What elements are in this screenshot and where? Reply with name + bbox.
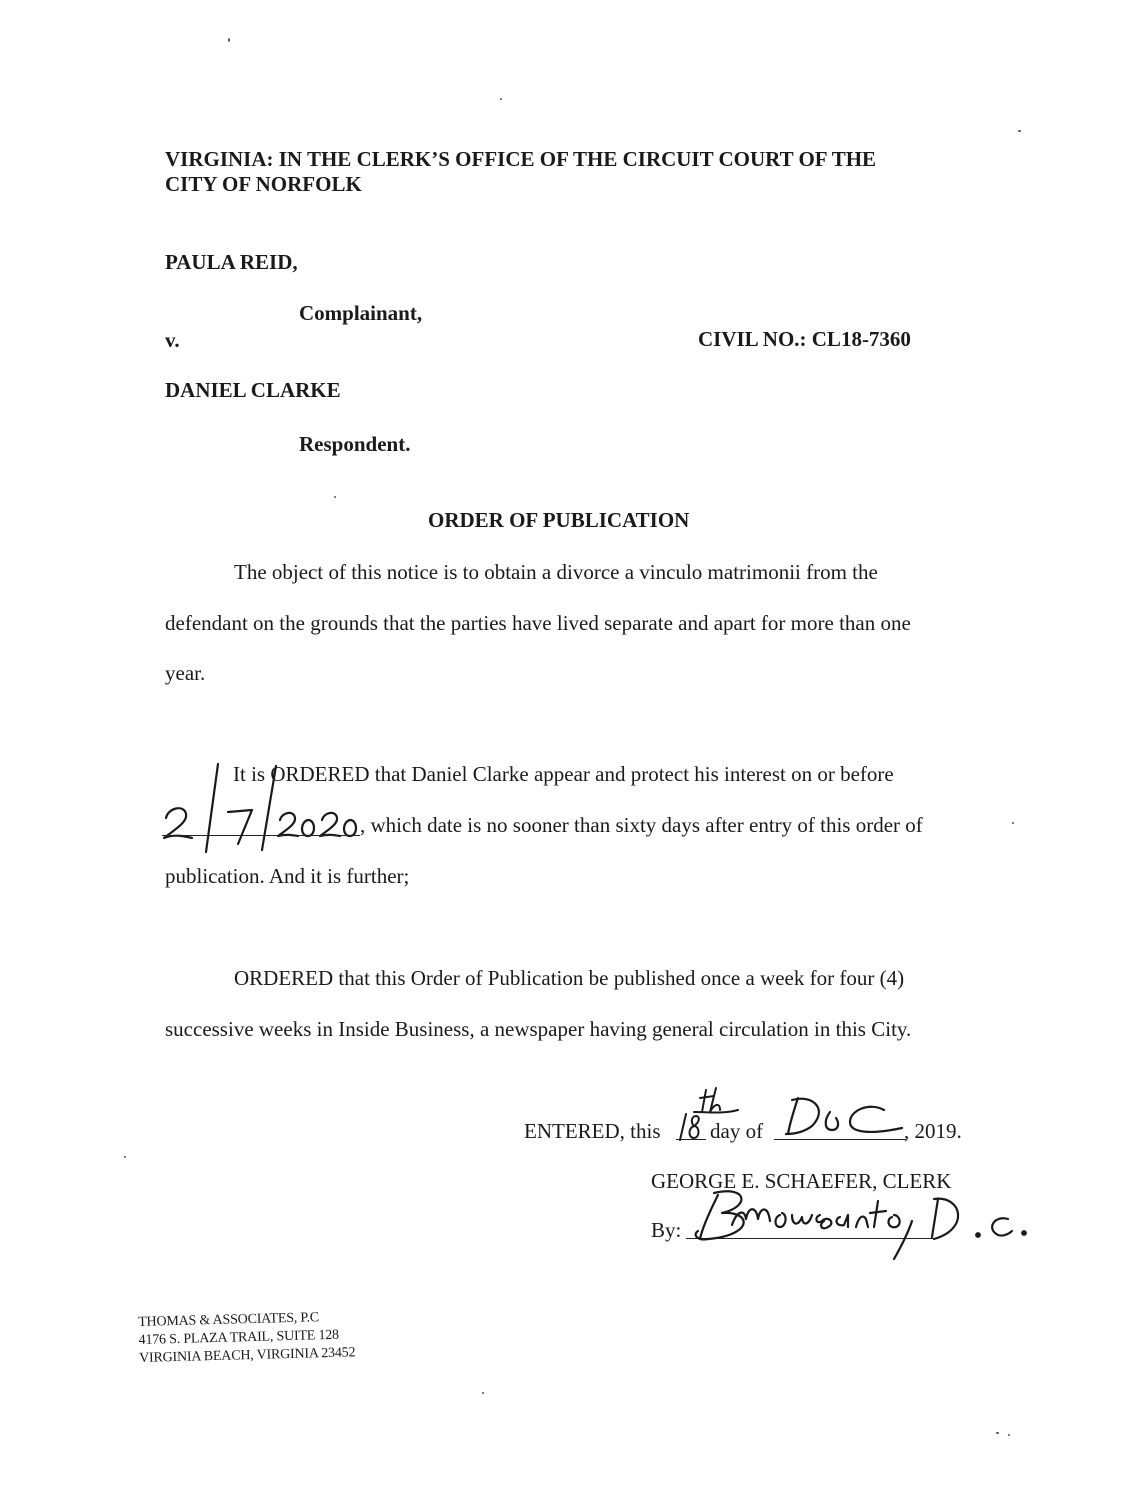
scan-speck xyxy=(334,496,336,498)
handwritten-month xyxy=(784,1088,914,1143)
scan-speck xyxy=(1008,1434,1010,1436)
attorney-stamp xyxy=(138,1308,356,1368)
para1-line-2: defendant on the grounds that the parties have lived separate and apart for more than one xyxy=(165,611,911,635)
scan-speck xyxy=(996,1432,999,1434)
scan-speck xyxy=(1018,130,1021,132)
respondent-role: Respondent. xyxy=(299,432,411,456)
civil-case-number: CIVIL NO.: CL18-7360 xyxy=(698,327,911,351)
para1-line-1: The object of this notice is to obtain a divorce a vinculo matrimonii from the xyxy=(234,560,878,584)
clerk-name: GEORGE E. SCHAEFER, CLERK xyxy=(651,1169,952,1193)
by-label: By: xyxy=(651,1218,682,1242)
scan-speck xyxy=(228,38,230,42)
entry-year: , 2019. xyxy=(904,1119,962,1143)
scan-speck xyxy=(482,1392,484,1394)
complainant-role: Complainant, xyxy=(299,301,423,325)
stamp-line-3: VIRGINIA BEACH, VIRGINIA 23452 xyxy=(138,1345,356,1366)
stamp-line-1: THOMAS & ASSOCIATES, P.C xyxy=(138,1310,320,1330)
para2-line-1: It is ORDERED that Daniel Clarke appear and protect his interest on or before xyxy=(233,762,894,786)
para2-line-3: publication. And it is further; xyxy=(165,864,410,888)
scan-speck xyxy=(124,1156,126,1158)
scan-speck xyxy=(1012,822,1014,824)
para1-line-3: year. xyxy=(165,661,206,685)
complainant-name: PAULA REID, xyxy=(165,250,298,274)
clerk-signature xyxy=(688,1185,1028,1265)
scan-speck xyxy=(500,98,502,100)
day-of-label: day of xyxy=(710,1119,764,1143)
stamp-line-2: 4176 S. PLAZA TRAIL, SUITE 128 xyxy=(138,1327,340,1348)
date-blank-line xyxy=(162,835,360,836)
handwritten-date xyxy=(158,760,368,855)
para3-line-1: ORDERED that this Order of Publication be published once a week for four (4) xyxy=(234,966,905,990)
para2-line-2: , which date is no sooner than sixty days after entry of this order of xyxy=(360,813,923,837)
order-title: ORDER OF PUBLICATION xyxy=(428,508,690,532)
para3-line-2: successive weeks in Inside Business, a newspaper having general circulation in this City. xyxy=(165,1017,912,1041)
versus-label: v. xyxy=(165,328,180,352)
court-heading-line-1: VIRGINIA: IN THE CLERK’S OFFICE OF THE CIRCUIT COURT OF THE xyxy=(165,147,877,171)
entered-prefix: ENTERED, this xyxy=(524,1119,661,1143)
respondent-name: DANIEL CLARKE xyxy=(165,378,341,402)
court-heading-line-2: CITY OF NORFOLK xyxy=(165,172,362,196)
